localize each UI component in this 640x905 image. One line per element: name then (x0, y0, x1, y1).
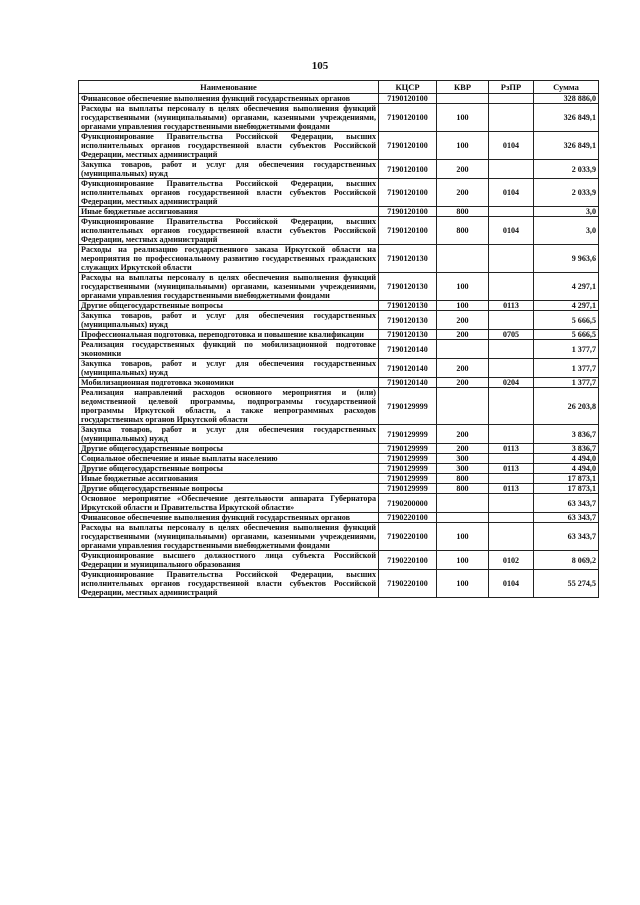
cell-name: Функционирование Правительства Российской Федерации, высших исполнительных органов государственной власти субъектов Российской Федерации, местных администраций (79, 179, 379, 207)
table-row (79, 311, 599, 330)
cell-kcsr: 7190220100 (379, 523, 437, 551)
table-row (79, 94, 599, 104)
cell-kcsr: 7190120130 (379, 245, 437, 273)
cell-rzpr: 0705 (489, 330, 534, 340)
cell-kcsr: 7190220100 (379, 513, 437, 523)
cell-rzpr (489, 160, 534, 179)
cell-kcsr: 7190120100 (379, 104, 437, 132)
cell-sum: 326 849,1 (534, 132, 599, 160)
cell-rzpr: 0102 (489, 551, 534, 570)
table-row (79, 160, 599, 179)
cell-kvr: 100 (437, 132, 489, 160)
cell-name: Другие общегосударственные вопросы (79, 484, 379, 494)
cell-kvr: 800 (437, 484, 489, 494)
cell-kvr: 800 (437, 207, 489, 217)
cell-kcsr: 7190129999 (379, 454, 437, 464)
cell-kcsr: 7190120130 (379, 330, 437, 340)
cell-rzpr (489, 513, 534, 523)
cell-sum: 3 836,7 (534, 444, 599, 454)
cell-rzpr (489, 388, 534, 425)
cell-sum: 5 666,5 (534, 330, 599, 340)
cell-kvr: 800 (437, 217, 489, 245)
table-row (79, 454, 599, 464)
cell-sum: 9 963,6 (534, 245, 599, 273)
cell-kcsr: 7190120100 (379, 160, 437, 179)
cell-kcsr: 7190120100 (379, 179, 437, 207)
cell-rzpr (489, 454, 534, 464)
cell-rzpr (489, 207, 534, 217)
table-row (79, 340, 599, 359)
cell-rzpr: 0104 (489, 132, 534, 160)
cell-sum: 8 069,2 (534, 551, 599, 570)
table-row (79, 523, 599, 551)
cell-name: Профессиональная подготовка, переподготовка и повышение квалификации (79, 330, 379, 340)
cell-kcsr: 7190129999 (379, 444, 437, 454)
cell-name: Функционирование Правительства Российской Федерации, высших исполнительных органов государственной власти субъектов Российской Федерации, местных администраций (79, 132, 379, 160)
cell-kvr: 100 (437, 570, 489, 598)
page-number: 105 (311, 60, 329, 72)
cell-name: Функционирование высшего должностного лица субъекта Российской Федерации и муниципального образования (79, 551, 379, 570)
cell-sum: 4 297,1 (534, 301, 599, 311)
table-body (79, 94, 599, 598)
header-kcsr: КЦСР (379, 81, 437, 94)
table-row (79, 301, 599, 311)
table-row (79, 245, 599, 273)
cell-kcsr: 7190129999 (379, 484, 437, 494)
cell-name: Закупка товаров, работ и услуг для обеспечения государственных (муниципальных) нужд (79, 311, 379, 330)
cell-sum: 17 873,1 (534, 474, 599, 484)
cell-kvr (437, 94, 489, 104)
cell-sum: 1 377,7 (534, 359, 599, 378)
cell-kcsr: 7190120130 (379, 311, 437, 330)
header-sum: Сумма (534, 81, 599, 94)
budget-table (78, 80, 599, 598)
cell-kcsr: 7190129999 (379, 464, 437, 474)
cell-sum: 26 203,8 (534, 388, 599, 425)
cell-kcsr: 7190120100 (379, 132, 437, 160)
cell-sum: 2 033,9 (534, 179, 599, 207)
cell-rzpr (489, 474, 534, 484)
table-row (79, 378, 599, 388)
cell-kvr: 200 (437, 425, 489, 444)
cell-kcsr: 7190129999 (379, 425, 437, 444)
cell-kvr: 100 (437, 551, 489, 570)
cell-rzpr (489, 425, 534, 444)
cell-sum: 4 297,1 (534, 273, 599, 301)
table-row (79, 464, 599, 474)
cell-name: Функционирование Правительства Российской Федерации, высших исполнительных органов государственной власти субъектов Российской Федерации, местных администраций (79, 570, 379, 598)
cell-name: Закупка товаров, работ и услуг для обеспечения государственных (муниципальных) нужд (79, 425, 379, 444)
table-row (79, 217, 599, 245)
cell-name: Другие общегосударственные вопросы (79, 444, 379, 454)
cell-name: Реализация направлений расходов основного мероприятия и (или) ведомственной целевой программы, подпрограммы государственной программы Иркутской области, а также непрограммных расходов государственных органов Иркутской области (79, 388, 379, 425)
cell-kvr (437, 513, 489, 523)
cell-rzpr (489, 523, 534, 551)
cell-kvr (437, 340, 489, 359)
cell-sum: 1 377,7 (534, 340, 599, 359)
table-row (79, 132, 599, 160)
table-header-row (79, 81, 599, 94)
cell-kvr: 100 (437, 273, 489, 301)
cell-kvr: 100 (437, 104, 489, 132)
cell-kcsr: 7190120100 (379, 207, 437, 217)
cell-rzpr (489, 273, 534, 301)
cell-kcsr: 7190200000 (379, 494, 437, 513)
cell-kvr: 100 (437, 523, 489, 551)
table-row (79, 425, 599, 444)
cell-name: Расходы на выплаты персоналу в целях обеспечения выполнения функций государственными (муниципальными) органами, казенными учреждениями, органами управления государственными внебюджетными фондами (79, 104, 379, 132)
cell-kvr: 300 (437, 464, 489, 474)
cell-kvr: 200 (437, 330, 489, 340)
cell-sum: 328 886,0 (534, 94, 599, 104)
cell-kvr: 100 (437, 301, 489, 311)
cell-name: Расходы на выплаты персоналу в целях обеспечения выполнения функций государственными (муниципальными) органами, казенными учреждениями, органами управления государственными внебюджетными фондами (79, 523, 379, 551)
table-row (79, 330, 599, 340)
cell-rzpr (489, 245, 534, 273)
cell-rzpr: 0113 (489, 464, 534, 474)
cell-name: Расходы на выплаты персоналу в целях обеспечения выполнения функций государственными (муниципальными) органами, казенными учреждениями, органами управления государственными внебюджетными фондами (79, 273, 379, 301)
table-row (79, 273, 599, 301)
table-row (79, 444, 599, 454)
cell-sum: 1 377,7 (534, 378, 599, 388)
cell-name: Расходы на реализацию государственного заказа Иркутской области на мероприятия по профессиональному развитию государственных гражданских служащих Иркутской области (79, 245, 379, 273)
cell-kvr: 200 (437, 359, 489, 378)
cell-rzpr (489, 359, 534, 378)
cell-sum: 326 849,1 (534, 104, 599, 132)
cell-name: Иные бюджетные ассигнования (79, 474, 379, 484)
cell-sum: 4 494,0 (534, 464, 599, 474)
cell-name: Функционирование Правительства Российской Федерации, высших исполнительных органов государственной власти субъектов Российской Федерации, местных администраций (79, 217, 379, 245)
cell-sum: 63 343,7 (534, 494, 599, 513)
cell-kvr (437, 388, 489, 425)
cell-sum: 3 836,7 (534, 425, 599, 444)
cell-sum: 5 666,5 (534, 311, 599, 330)
table-row (79, 570, 599, 598)
cell-rzpr: 0113 (489, 444, 534, 454)
table-row (79, 179, 599, 207)
cell-rzpr: 0113 (489, 484, 534, 494)
table-row (79, 359, 599, 378)
cell-name: Другие общегосударственные вопросы (79, 464, 379, 474)
cell-kvr: 200 (437, 179, 489, 207)
cell-kvr: 200 (437, 160, 489, 179)
cell-kcsr: 7190220100 (379, 570, 437, 598)
cell-kcsr: 7190129999 (379, 388, 437, 425)
cell-rzpr: 0104 (489, 179, 534, 207)
cell-kcsr: 7190120130 (379, 273, 437, 301)
table-row (79, 388, 599, 425)
cell-kcsr: 7190220100 (379, 551, 437, 570)
cell-sum: 17 873,1 (534, 484, 599, 494)
table-row (79, 104, 599, 132)
cell-name: Закупка товаров, работ и услуг для обеспечения государственных (муниципальных) нужд (79, 359, 379, 378)
cell-kcsr: 7190129999 (379, 474, 437, 484)
cell-kcsr: 7190120140 (379, 378, 437, 388)
cell-name: Социальное обеспечение и иные выплаты населению (79, 454, 379, 464)
cell-kvr: 200 (437, 378, 489, 388)
cell-name: Мобилизационная подготовка экономики (79, 378, 379, 388)
cell-kcsr: 7190120100 (379, 217, 437, 245)
cell-rzpr (489, 311, 534, 330)
cell-rzpr (489, 94, 534, 104)
cell-sum: 63 343,7 (534, 523, 599, 551)
table-row (79, 513, 599, 523)
cell-sum: 55 274,5 (534, 570, 599, 598)
cell-name: Реализация государственных функций по мобилизационной подготовке экономики (79, 340, 379, 359)
cell-rzpr (489, 340, 534, 359)
cell-name: Финансовое обеспечение выполнения функций государственных органов (79, 513, 379, 523)
cell-kcsr: 7190120130 (379, 301, 437, 311)
cell-sum: 63 343,7 (534, 513, 599, 523)
cell-sum: 2 033,9 (534, 160, 599, 179)
cell-kcsr: 7190120140 (379, 359, 437, 378)
cell-sum: 3,0 (534, 207, 599, 217)
cell-sum: 4 494,0 (534, 454, 599, 464)
cell-kvr: 800 (437, 474, 489, 484)
cell-rzpr: 0113 (489, 301, 534, 311)
cell-rzpr: 0104 (489, 570, 534, 598)
cell-name: Закупка товаров, работ и услуг для обеспечения государственных (муниципальных) нужд (79, 160, 379, 179)
cell-rzpr: 0204 (489, 378, 534, 388)
table-row (79, 207, 599, 217)
cell-name: Другие общегосударственные вопросы (79, 301, 379, 311)
header-rzpr: РзПР (489, 81, 534, 94)
cell-sum: 3,0 (534, 217, 599, 245)
header-kvr: КВР (437, 81, 489, 94)
cell-kvr (437, 494, 489, 513)
cell-rzpr: 0104 (489, 217, 534, 245)
cell-rzpr (489, 494, 534, 513)
cell-kcsr: 7190120140 (379, 340, 437, 359)
cell-kvr: 200 (437, 311, 489, 330)
cell-name: Иные бюджетные ассигнования (79, 207, 379, 217)
cell-name: Финансовое обеспечение выполнения функций государственных органов (79, 94, 379, 104)
cell-kcsr: 7190120100 (379, 94, 437, 104)
cell-kvr: 300 (437, 454, 489, 464)
cell-name: Основное мероприятие «Обеспечение деятельности аппарата Губернатора Иркутской области и Правительства Иркутской области» (79, 494, 379, 513)
table-row (79, 474, 599, 484)
table-row (79, 484, 599, 494)
cell-kvr (437, 245, 489, 273)
table-row (79, 494, 599, 513)
header-name: Наименование (79, 81, 379, 94)
cell-kvr: 200 (437, 444, 489, 454)
table-row (79, 551, 599, 570)
cell-rzpr (489, 104, 534, 132)
